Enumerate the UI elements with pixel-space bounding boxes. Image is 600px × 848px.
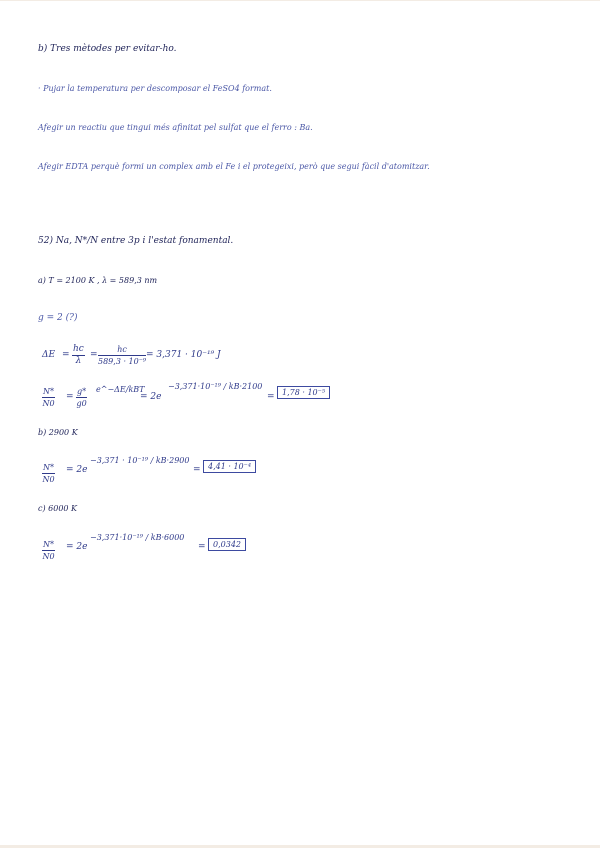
ratio-b-num: N* [43,463,54,472]
methods-heading: b) Tres mètodes per evitar-ho. [38,44,177,54]
equals-sign: = [66,392,74,402]
g-ratio [76,386,87,409]
base-b: = 2e [66,465,88,475]
dE-fraction-2-num: hc [98,344,146,356]
ratio-c-num: N* [43,540,54,549]
equals-sign: = [198,542,206,552]
dE-fraction-1-num: hc [73,344,84,354]
result-box-a: 1,78 · 10⁻⁵ [277,386,330,399]
method-1: · Pujar la temperatura per descomposar el FeSO4 format. [38,84,272,93]
result-box-b: 4,41 · 10⁻⁴ [203,460,256,473]
ratio-c [42,539,55,562]
method-2: Afegir un reactiu que tingui més afinitat pel sulfat que el ferro : Ba. [38,123,313,132]
equals-sign: = [90,350,98,360]
degeneracy-line: g = 2 (?) [38,313,78,323]
dE-fraction-1 [72,344,85,367]
part-c-conditions: c) 6000 K [38,504,78,513]
base-c: = 2e [66,542,88,552]
substituted-exponent-a: −3,371·10⁻¹⁹ / kB·2100 [168,382,263,391]
ratio-a [42,386,55,409]
boltzmann-factor: e^−ΔE/kBT [96,385,145,394]
ratio-a-num: N* [43,387,54,396]
page-top-edge [0,0,600,1]
g-ratio-den: g0 [76,399,87,408]
ratio-c-den: N0 [42,552,55,561]
method-3: Afegir EDTA perquè formi un complex amb el Fe i el protegeixi, però que segui fàcil d'atomitzar. [38,162,430,171]
dE-fraction-2-den: 589,3 · 10⁻⁹ [98,357,147,366]
equals-sign: = [193,465,201,475]
equals-sign: = [267,392,275,402]
dE-fraction-1-den: λ [75,356,82,366]
exponent-c: −3,371·10⁻¹⁹ / kB·6000 [90,533,185,542]
ratio-a-den: N0 [42,399,55,408]
result-box-c: 0,0342 [208,538,246,551]
delta-e-label: ΔE [42,350,56,360]
part-b-conditions: b) 2900 K [38,428,78,437]
exponent-b: −3,371 · 10⁻¹⁹ / kB·2900 [90,456,190,465]
substituted-base-a: = 2e [140,392,162,402]
dE-result: = 3,371 · 10⁻¹⁹ J [146,350,221,360]
ratio-b [42,462,55,485]
problem-52-heading: 52) Na, N*/N entre 3p i l'estat fonamental. [38,236,234,246]
dE-fraction-2 [98,344,146,367]
ratio-b-den: N0 [42,475,55,484]
part-a-conditions: a) T = 2100 K , λ = 589,3 nm [38,276,158,285]
equals-sign: = [62,350,70,360]
g-ratio-num: g* [77,387,87,396]
